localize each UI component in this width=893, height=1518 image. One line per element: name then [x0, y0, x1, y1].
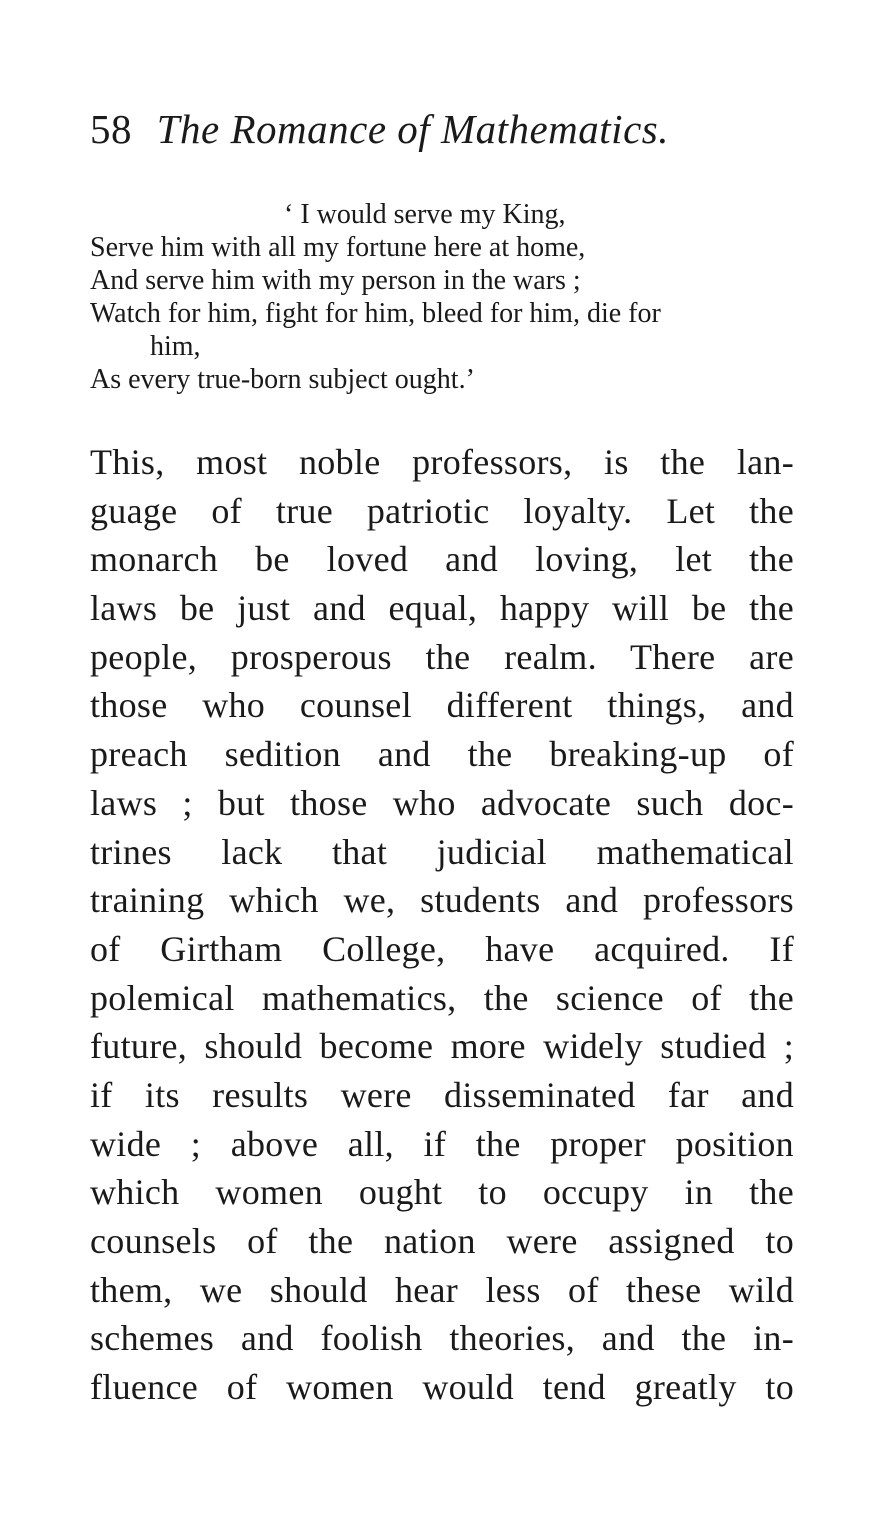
text-line: trines lack that judicial mathematical	[90, 831, 794, 872]
text-line: laws be just and equal, happy will be the	[90, 588, 794, 629]
verse-quotation	[90, 198, 810, 396]
text-line: people, prosperous the realm. There are	[90, 636, 794, 677]
running-title: The Romance of Mathematics.	[156, 106, 669, 152]
text-line: guage of true patriotic loyalty. Let the	[90, 490, 794, 531]
verse-line: ‘ I would serve my King,	[284, 199, 566, 230]
page-number: 58	[90, 106, 132, 152]
text-line: This, most noble professors, is the lan-	[90, 442, 794, 482]
text-line: future, should become more widely studied ;	[90, 1026, 794, 1067]
text-line: counsels of the nation were assigned to	[90, 1221, 794, 1261]
text-line: fluence of women would tend greatly to	[90, 1367, 794, 1408]
text-line: them, we should hear less of these wild	[90, 1269, 794, 1310]
text-line: of Girtham College, have acquired. If	[90, 928, 794, 969]
body-text	[90, 438, 794, 1412]
verse-line: Serve him with all my fortune here at home,	[90, 232, 586, 263]
text-line: laws ; but those who advocate such doc-	[90, 782, 794, 823]
text-line: wide ; above all, if the proper position	[90, 1123, 794, 1164]
text-line: polemical mathematics, the science of the	[90, 977, 794, 1018]
text-line: if its results were disseminated far and	[90, 1074, 794, 1115]
verse-line: him,	[150, 331, 201, 362]
text-line: schemes and foolish theories, and the in-	[90, 1318, 794, 1359]
text-line: preach sedition and the breaking-up of	[90, 734, 794, 775]
verse-line: And serve him with my person in the wars ;	[90, 265, 581, 296]
verse-line: Watch for him, fight for him, bleed for him, die for	[90, 298, 661, 329]
verse-line: As every true-born subject ought.’	[90, 364, 475, 395]
text-line: monarch be loved and loving, let the	[90, 539, 794, 580]
text-line: training which we, students and professors	[90, 880, 794, 921]
text-line: those who counsel different things, and	[90, 685, 794, 726]
text-line: which women ought to occupy in the	[90, 1172, 794, 1213]
running-head	[90, 104, 669, 154]
